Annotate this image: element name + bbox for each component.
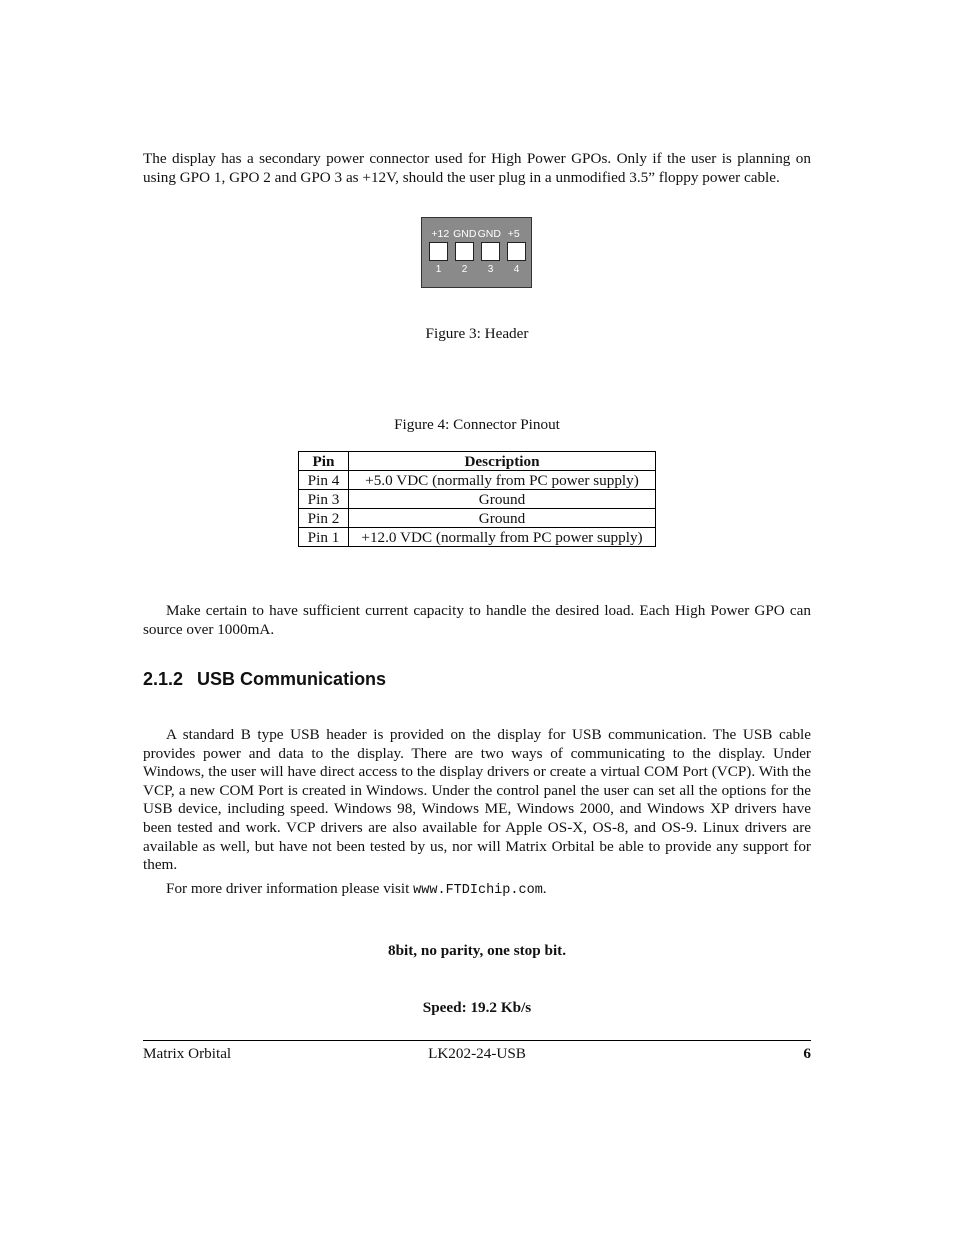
pinout-table — [298, 451, 656, 547]
pin-label: +5 — [507, 228, 520, 240]
section-title: USB Communications — [197, 669, 387, 689]
header-connector-figure — [421, 217, 532, 288]
visit-suffix: . — [542, 880, 547, 897]
pin-socket — [481, 242, 500, 261]
section-heading — [143, 669, 386, 690]
ftdi-link[interactable]: www.FTDIchip.com — [413, 883, 543, 898]
pin-label: +12 — [431, 228, 450, 240]
table-row — [299, 528, 656, 547]
current-capacity-paragraph: Make certain to have sufficient current capacity to handle the desired load. Each High Power GPO can source over 1000mA. — [143, 602, 811, 638]
serial-settings-line: 8bit, no parity, one stop bit. — [387, 942, 567, 959]
figure-3-caption: Figure 3: Header — [425, 325, 529, 342]
visit-prefix: For more driver information please visit — [166, 880, 414, 897]
table-row — [299, 490, 656, 509]
table-row — [299, 471, 656, 490]
footer-divider — [143, 1040, 811, 1041]
pin-label: GND — [477, 228, 501, 240]
pin-number: 2 — [461, 264, 468, 275]
pin-cell: Pin 2 — [299, 509, 349, 528]
pin-socket — [429, 242, 448, 261]
pin-cell: Pin 1 — [299, 528, 349, 547]
table-row — [299, 509, 656, 528]
pin-cell: Pin 4 — [299, 471, 349, 490]
pin-number: 1 — [435, 264, 442, 275]
column-header-pin: Pin — [299, 452, 349, 471]
pin-label: GND — [453, 228, 477, 240]
column-header-description: Description — [349, 452, 656, 471]
section-number: 2.1.2 — [143, 669, 184, 689]
description-cell: +12.0 VDC (normally from PC power supply) — [349, 528, 656, 547]
pin-socket — [455, 242, 474, 261]
intro-paragraph: The display has a secondary power connector used for High Power GPOs. Only if the user is planning on using GPO 1, GPO 2 and GPO 3 as +12V, should the user plug in a unmodified 3.5” floppy power cable. — [143, 150, 811, 186]
pin-number: 3 — [487, 264, 494, 275]
pin-socket — [507, 242, 526, 261]
header-pin-numbers — [429, 264, 526, 275]
description-cell: +5.0 VDC (normally from PC power supply) — [349, 471, 656, 490]
figure-4-caption: Figure 4: Connector Pinout — [394, 416, 560, 433]
page-number: 6 — [803, 1045, 811, 1062]
usb-paragraph: A standard B type USB header is provided on the display for USB communication. The USB cable provides power and data to the display. There are two ways of communicating to the display. Under Windows, the user will have direct access to the display drivers or create a virtual COM Port (VCP). With the VCP, a new COM Port is created in Windows. Under the control panel the user can set all the options for the USB device, including speed. Windows 98, Windows ME, Windows 2000, and Windows XP drivers have been tested and work. VCP drivers are also available for Apple OS-X, OS-8, and OS-9. Linux drivers are available as well, but have not been tested by us, nor will Matrix Orbital be able to provide any support for them. — [143, 726, 811, 874]
header-pins — [429, 242, 526, 261]
driver-info-paragraph — [143, 880, 811, 901]
pin-cell: Pin 3 — [299, 490, 349, 509]
speed-line: Speed: 19.2 Kb/s — [422, 999, 532, 1016]
footer-model: LK202-24-USB — [428, 1045, 526, 1062]
description-cell: Ground — [349, 490, 656, 509]
footer-company: Matrix Orbital — [143, 1045, 232, 1062]
description-cell: Ground — [349, 509, 656, 528]
table-header-row — [299, 452, 656, 471]
pin-number: 4 — [513, 264, 520, 275]
header-pin-labels — [428, 228, 526, 240]
